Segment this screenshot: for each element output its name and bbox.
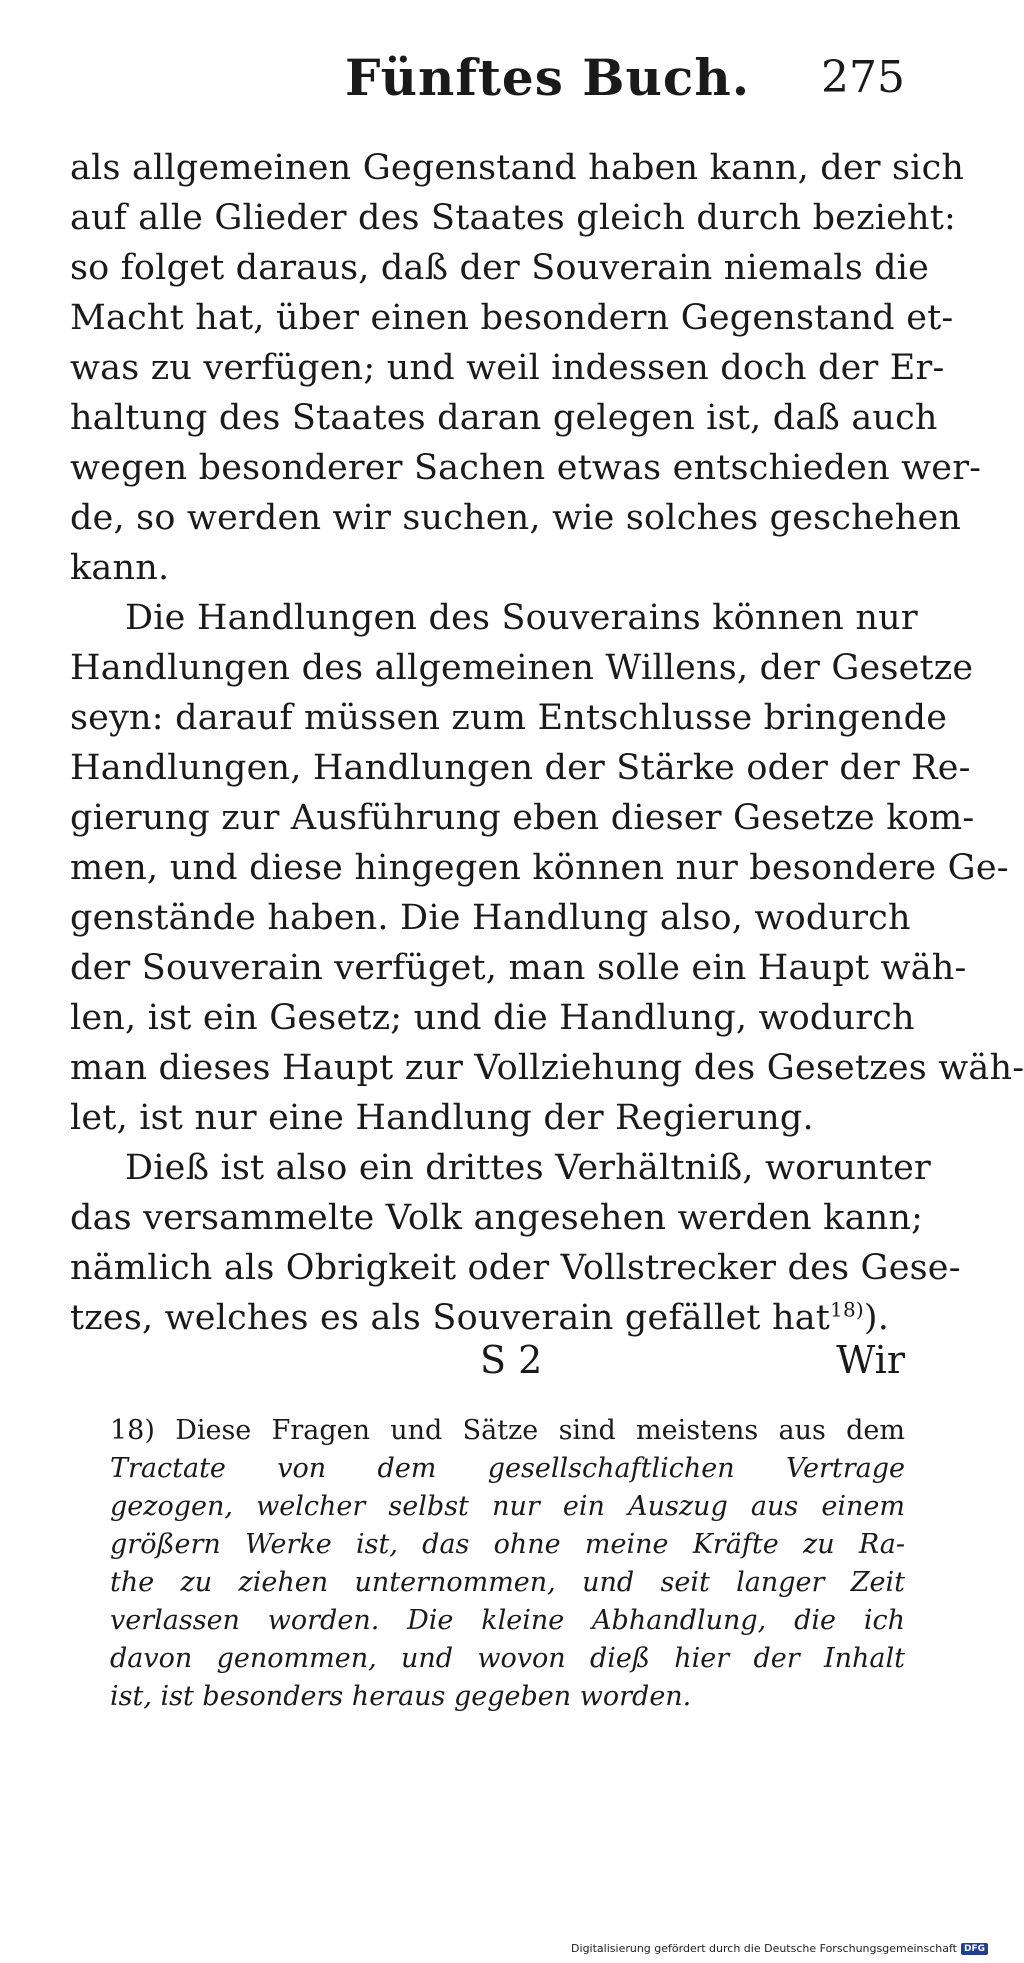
text-line: der Souverain verfüget, man solle ein Haupt wäh-: [70, 948, 967, 988]
text-line: Die Handlungen des Souverains können nur: [125, 598, 918, 638]
footnote-reference: 18): [830, 1297, 864, 1322]
footnote-line: davon genommen, und wovon dieß hier der Inhalt: [110, 1643, 905, 1674]
closing-punctuation: ).: [863, 1298, 890, 1338]
signature-mark: S 2: [480, 1338, 543, 1382]
text-line: let, ist nur eine Handlung der Regierung.: [70, 1098, 814, 1138]
page-number: 275: [821, 52, 905, 103]
signature-row: [70, 1335, 905, 1385]
text-line: das versammelte Volk angesehen werden kann;: [70, 1198, 924, 1238]
text-line: gierung zur Ausführung eben dieser Gesetze kom-: [70, 798, 975, 838]
text-line: len, ist ein Gesetz; und die Handlung, wodurch: [70, 998, 915, 1038]
digitization-credit: [571, 1942, 988, 1955]
footnote-line: the zu ziehen unternommen, und seit langer Zeit: [110, 1567, 905, 1598]
text-line: kann.: [70, 548, 170, 588]
footnote-line: ist, ist besonders heraus gegeben worden.: [110, 1681, 692, 1712]
text-line: als allgemeinen Gegenstand haben kann, der sich: [70, 148, 965, 188]
text-line: Handlungen des allgemeinen Willens, der Gesetze: [70, 648, 974, 688]
text-line: men, und diese hingegen können nur besondere Ge-: [70, 848, 1009, 888]
text-line: wegen besonderer Sachen etwas entschieden wer-: [70, 448, 982, 488]
text-line: Handlungen, Handlungen der Stärke oder der Re-: [70, 748, 971, 788]
catchword: Wir: [836, 1338, 905, 1382]
text-line: man dieses Haupt zur Vollziehung des Gesetzes wäh-: [70, 1048, 1024, 1088]
text-line: auf alle Glieder des Staates gleich durch bezieht:: [70, 198, 957, 238]
footnote-line: Tractate von dem gesellschaftlichen Vertrage: [110, 1453, 905, 1484]
dfg-logo-icon: DFG: [961, 1943, 988, 1955]
text-line: nämlich als Obrigkeit oder Vollstrecker des Gese-: [70, 1248, 961, 1288]
text-line: genstände haben. Die Handlung also, wodurch: [70, 898, 911, 938]
text-line: Macht hat, über einen besondern Gegenstand et-: [70, 298, 954, 338]
footnote-line: 18) Diese Fragen und Sätze sind meistens aus dem: [110, 1415, 905, 1446]
credit-text: Digitalisierung gefördert durch die Deutsche Forschungsgemeinschaft: [571, 1942, 957, 1955]
footnote-line: verlassen worden. Die kleine Abhandlung, die ich: [110, 1605, 905, 1636]
text-line: tzes, welches es als Souverain gefället hat: [70, 1298, 831, 1338]
text-line: was zu verfügen; und weil indessen doch der Er-: [70, 348, 945, 388]
footnote-line: gezogen, welcher selbst nur ein Auszug aus einem: [110, 1491, 905, 1522]
text-line: so folget daraus, daß der Souverain niemals die: [70, 248, 930, 288]
footnote-line: größern Werke ist, das ohne meine Kräfte zu Ra-: [110, 1529, 905, 1560]
page-header: [70, 48, 905, 118]
text-line: haltung des Staates daran gelegen ist, daß auch: [70, 398, 938, 438]
text-line: seyn: darauf müssen zum Entschlusse bringende: [70, 698, 948, 738]
footnote-block: [110, 1412, 905, 1716]
running-title: Fünftes Buch.: [345, 48, 751, 107]
text-line: de, so werden wir suchen, wie solches geschehen: [70, 498, 962, 538]
text-line: Dieß ist also ein drittes Verhältniß, worunter: [125, 1148, 931, 1188]
main-text: [70, 143, 1024, 1343]
